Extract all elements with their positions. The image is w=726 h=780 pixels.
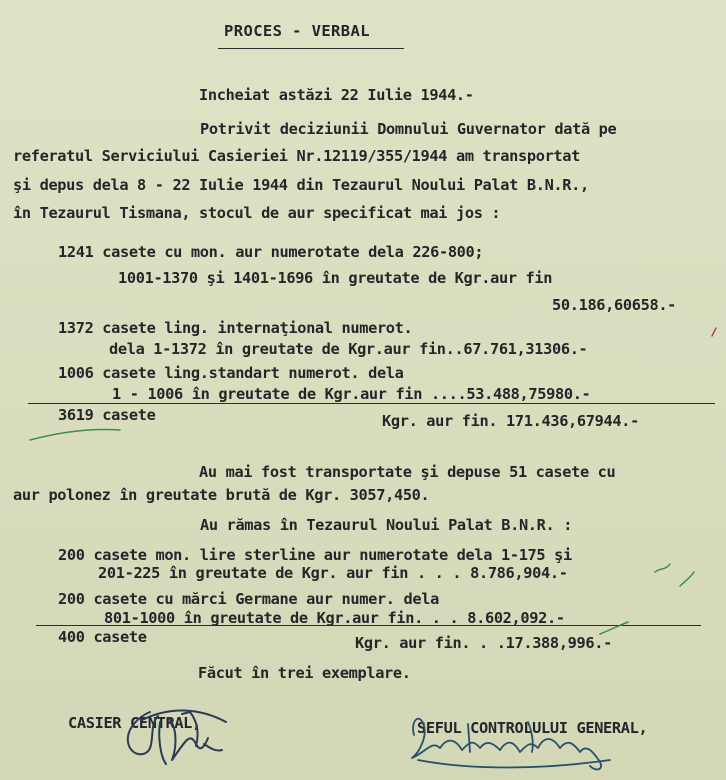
copies-line: Făcut în trei exemplare. [198,664,411,682]
polish-line-1: Au mai fost transportate şi depuse 51 casete cu [199,463,616,481]
intro-line-1: Potrivit deciziunii Domnului Guvernator dată pe [200,120,617,138]
transported-item-3-line-1: 1006 casete ling.standart numerot. dela [58,364,404,382]
signatory-left-title: CASIER CENTRAL, [68,714,201,732]
remained-item-2-line-2: 801-1000 în greutate de Kgr.aur fin. . . 8.602,092.- [104,609,565,627]
total-2-count: 400 casete [58,628,147,646]
intro-line-4: în Tezaurul Tismana, stocul de aur specificat mai jos : [13,204,501,222]
intro-line-3: şi depus dela 8 - 22 Iulie 1944 din Tezaurul Noului Palat B.N.R., [13,176,589,194]
total-1-amount: Kgr. aur fin. 171.436,67944.- [382,412,639,430]
remained-item-1-line-1: 200 casete mon. lire sterline aur numerotate dela 1-175 şi [58,546,572,564]
date-line: Incheiat astăzi 22 Iulie 1944.- [199,86,474,104]
remained-item-2-line-1: 200 casete cu mărci Germane aur numer. dela [58,590,439,608]
transported-item-1-amount: 50.186,60658.- [552,296,677,314]
polish-line-2: aur polonez în greutate brută de Kgr. 3057,450. [13,486,430,504]
document-title: PROCES - VERBAL [224,22,370,40]
transported-item-2-line-1: 1372 casete ling. internaţional numerot. [58,319,413,337]
transported-item-3-line-2: 1 - 1006 în greutate de Kgr.aur fin ....53.488,75980.- [112,385,591,403]
total-2-amount: Kgr. aur fin. . .17.388,996.- [355,634,612,652]
transported-item-2-line-2: dela 1-1372 în greutate de Kgr.aur fin..67.761,31306.- [109,340,588,358]
signatory-right-title: SEFUL CONTROLULUI GENERAL, [417,719,648,737]
remained-heading: Au rămas în Tezaurul Noului Palat B.N.R. : [200,516,573,534]
transported-item-1-line-2: 1001-1370 şi 1401-1696 în greutate de Kgr.aur fin [118,269,553,287]
total-1-count: 3619 casete [58,406,156,424]
transported-item-1-line-1: 1241 casete cu mon. aur numerotate dela 226-800; [58,243,484,261]
intro-line-2: referatul Serviciului Casieriei Nr.12119/355/1944 am transportat [13,147,581,165]
remained-item-1-line-2: 201-225 în greutate de Kgr. aur fin . . . 8.786,904.- [98,564,568,582]
